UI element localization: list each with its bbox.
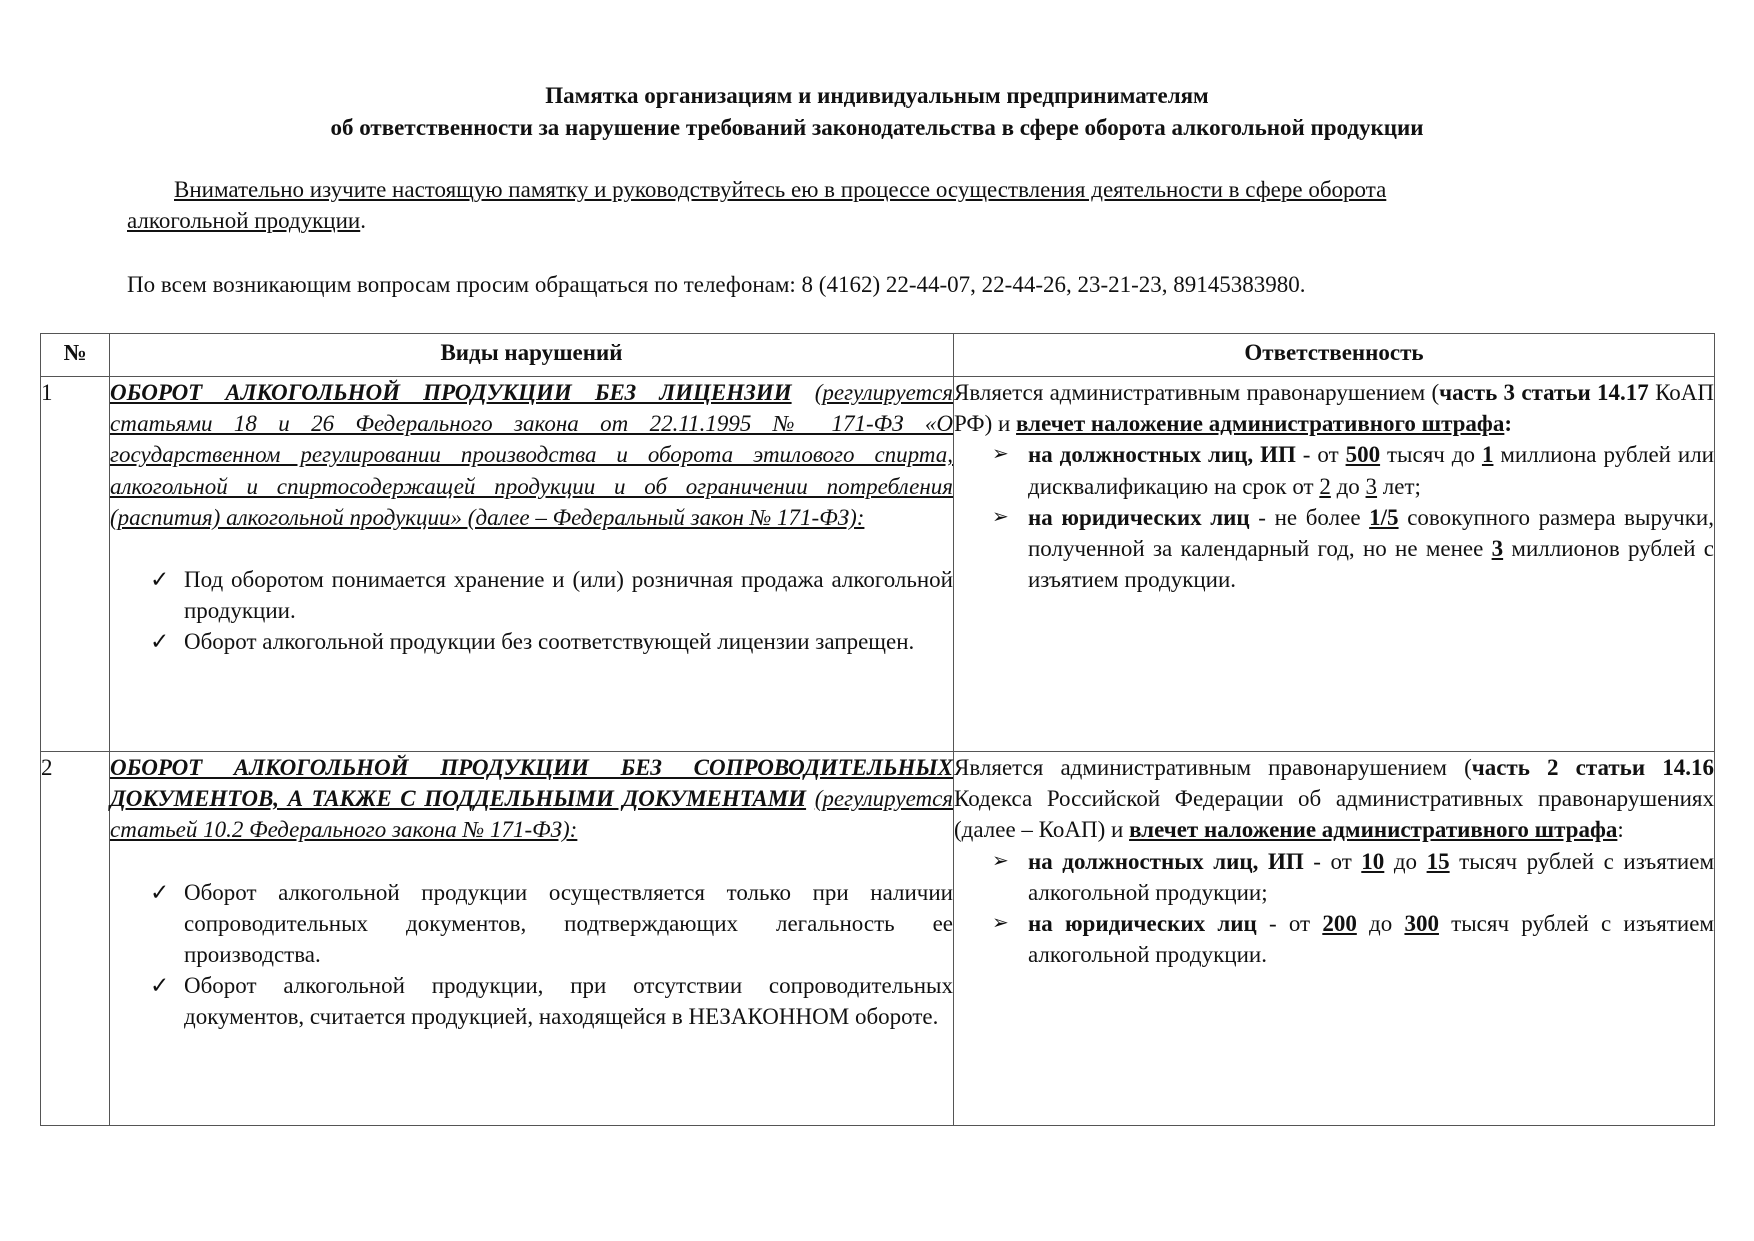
violation-cell — [110, 752, 954, 1126]
title-line-1: Памятка организациям и индивидуальным предпринимателям — [545, 83, 1209, 108]
list-item: ✓ Оборот алкогольной продукции осуществляется только при наличии сопроводительных документов, подтверждающих легальность ее производства. — [110, 877, 953, 971]
row-number: 1 — [41, 377, 110, 752]
list-item: ✓ Под оборотом понимается хранение и (или) розничная продажа алкогольной продукции. — [110, 564, 953, 626]
arrow-icon: ➢ — [992, 849, 1009, 872]
responsibility-cell: Является административным правонарушением (часть 2 статьи 14.16 Кодекса Российской Федерации об административных правонарушениях (далее – КоАП) и влечет наложение административного штрафа: ➢ на должностных лиц, ИП - от 10 до 15 тысяч рублей с изъятием алкогольной продукции; ➢ на юридических лиц - от 200 до 300 тысяч рублей с изъятием алкогольной продукции. — [954, 752, 1715, 1126]
arrow-list — [954, 846, 1714, 971]
violation-heading: ОБОРОТ АЛКОГОЛЬНОЙ ПРОДУКЦИИ БЕЗ ЛИЦЕНЗИИ — [110, 380, 792, 405]
check-list — [110, 877, 953, 1033]
table-row — [41, 377, 1715, 752]
list-item: ➢ на должностных лиц, ИП - от 10 до 15 тысяч рублей с изъятием алкогольной продукции; — [954, 846, 1714, 908]
header-responsibility: Ответственность — [954, 334, 1715, 377]
violation-cell — [110, 377, 954, 752]
arrow-icon: ➢ — [992, 443, 1009, 466]
list-item: ✓ Оборот алкогольной продукции без соответствующей лицензии запрещен. — [110, 626, 953, 657]
check-icon: ✓ — [150, 973, 170, 999]
list-item: ➢ на юридических лиц - не более 1/5 совокупного размера выручки, полученной за календарный год, но не менее 3 миллионов рублей с изъятием продукции. — [954, 502, 1714, 596]
violation-reference: (регулируется статьями 18 и 26 Федерального закона от 22.11.1995 № 171-ФЗ «О государственном регулировании производства и оборота этилового спирта, алкогольной и спиртосодержащей продукции и об ограничении потребления (распития) алкогольной продукции» (далее – Федеральный закон № 171-ФЗ): — [110, 380, 953, 530]
header-violations: Виды нарушений — [110, 334, 954, 377]
violations-table — [40, 333, 1715, 1126]
intro-paragraph: Внимательно изучите настоящую памятку и руководствуйтесь ею в процессе осуществления деятельности в сфере оборота алкогольной продукции. — [127, 177, 1387, 233]
violation-heading: ОБОРОТ АЛКОГОЛЬНОЙ ПРОДУКЦИИ БЕЗ СОПРОВОДИТЕЛЬНЫХ ДОКУМЕНТОВ, А ТАКЖЕ С ПОДДЕЛЬНЫМИ ДОКУМЕНТАМИ — [110, 755, 953, 812]
title-line-2: об ответственности за нарушение требований законодательства в сфере оборота алкогольной продукции — [330, 115, 1424, 140]
list-item: ✓ Оборот алкогольной продукции, при отсутствии сопроводительных документов, считается продукцией, находящейся в НЕЗАКОННОМ обороте. — [110, 970, 953, 1032]
document-title — [0, 80, 1754, 144]
check-icon: ✓ — [150, 567, 170, 593]
row-number: 2 — [41, 752, 110, 1126]
list-item: ➢ на юридических лиц - от 200 до 300 тысяч рублей с изъятием алкогольной продукции. — [954, 908, 1714, 970]
arrow-icon: ➢ — [992, 505, 1009, 528]
table-header-row — [41, 334, 1715, 377]
phones-line: По всем возникающим вопросам просим обращаться по телефонам: 8 (4162) 22-44-07, 22-44-26, 23-21-23, 89145383980. — [127, 272, 1306, 297]
intro-line-2: алкогольной продукции — [127, 208, 361, 233]
header-num: № — [41, 334, 110, 377]
intro-line-1: Внимательно изучите настоящую памятку и руководствуйтесь ею в процессе осуществления деятельности в сфере оборота — [174, 177, 1387, 202]
violation-reference: (регулируется статьей 10.2 Федерального закона № 171-ФЗ): — [110, 786, 953, 843]
arrow-list — [954, 439, 1714, 595]
list-item: ➢ на должностных лиц, ИП - от 500 тысяч до 1 миллиона рублей или дисквалификацию на срок от 2 до 3 лет; — [954, 439, 1714, 501]
check-list — [110, 564, 953, 658]
check-icon: ✓ — [150, 879, 170, 905]
responsibility-cell: Является административным правонарушением (часть 3 статьи 14.17 КоАП РФ) и влечет наложение административного штрафа: ➢ на должностных лиц, ИП - от 500 тысяч до 1 миллиона рублей или дисквалификацию на срок от 2 до 3 лет; ➢ на юридических лиц - не более 1/5 совокупного размера выручки, полученной за календарный год, но не менее 3 миллионов рублей с изъятием продукции. — [954, 377, 1715, 752]
table-row — [41, 752, 1715, 1126]
check-icon: ✓ — [150, 629, 170, 655]
arrow-icon: ➢ — [992, 912, 1009, 935]
